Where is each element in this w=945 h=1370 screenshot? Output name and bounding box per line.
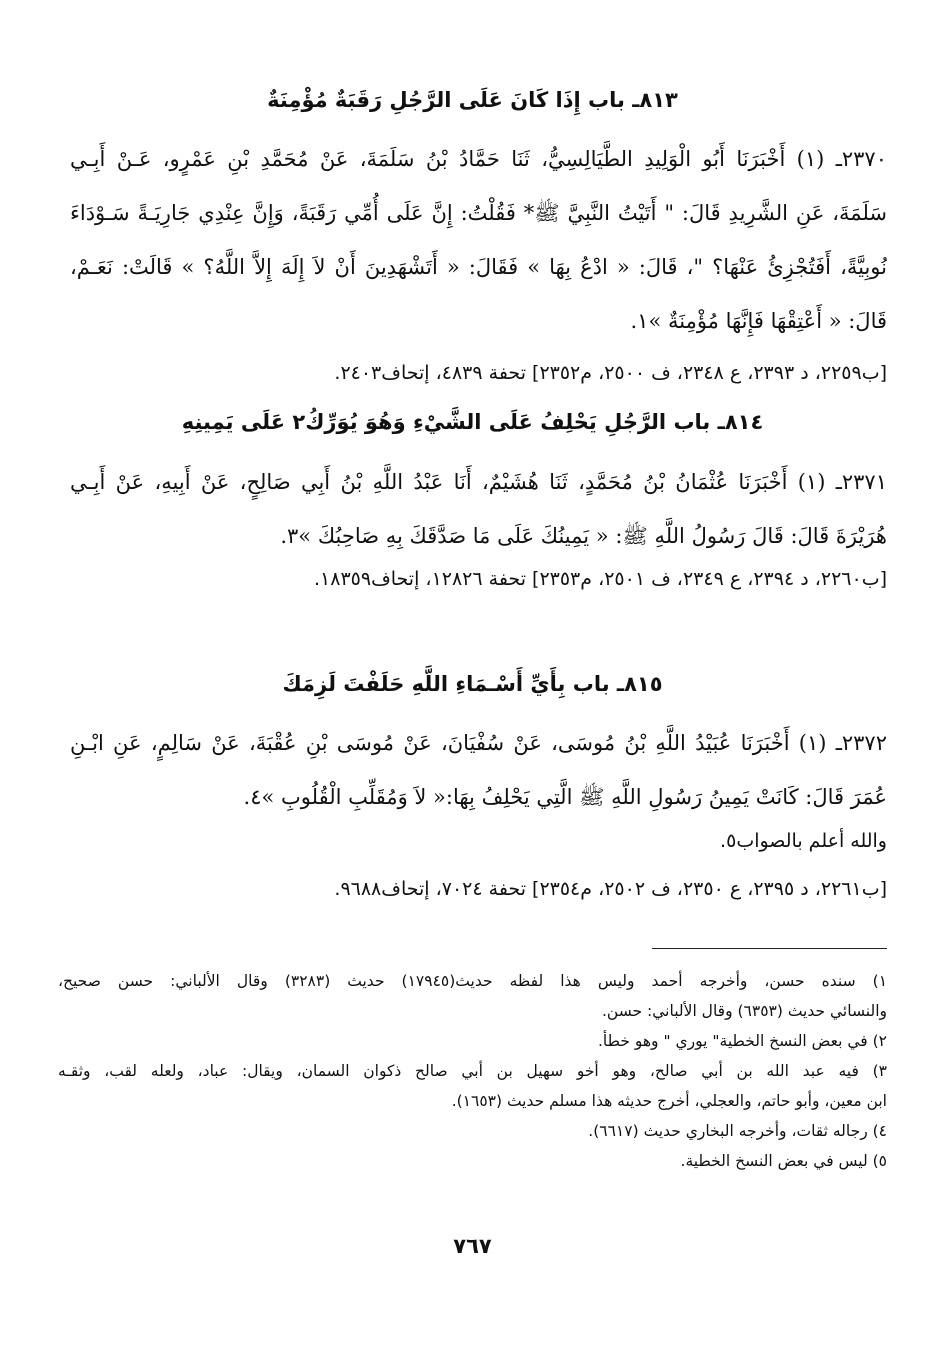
footnote-4: ٤) رجاله ثقات، وأخرجه البخاري حديث (٦٦١٧).	[588, 1122, 887, 1140]
hadith-line: ٢٣٧٢ـ (١) أَخْبَرَنَا عُبَيْدُ اللَّهِ بْنُ مُوسَى، عَنْ سُفْيَانَ، عَنْ مُوسَى بْنِ عُقْبَةَ، عَنْ سَالِمٍ، عَنِ ابْـنِ	[70, 731, 887, 755]
hadith-line: قَالَ: « أَعْتِقْهَا فَإِنَّهَا مُؤْمِنَةٌ »١.	[630, 309, 887, 333]
hadith-line: ٢٣٧٠ـ (١) أَخْبَرَنَا أَبُو الْوَلِيدِ الطَّيَالِسِيُّ، ثَنَا حَمَّادُ بْنُ سَلَمَةَ، عَنْ مُحَمَّدِ بْنِ عَمْرٍو، عَـنْ أَبِـي	[70, 147, 887, 171]
page-number: ٧٦٧	[453, 1234, 492, 1258]
chapter-title-815: ٨١٥ـ باب بِأَيِّ أَسْـمَاءِ اللَّهِ حَلَفْتَ لَزِمَكَ	[282, 672, 663, 696]
chapter-title-813: ٨١٣ـ باب إِذَا كَانَ عَلَى الرَّجُلِ رَقَبَةٌ مُؤْمِنَةٌ	[267, 88, 678, 112]
footnote-separator	[652, 948, 887, 949]
takhrij-reference-2371: [ب٢٢٦٠، د ٢٣٩٤، ع ٢٣٤٩، ف ٢٥٠١، م٢٣٥٣] تحفة ١٢٨٢٦، إتحاف١٨٣٥٩.	[313, 568, 887, 590]
footnote-3-line: ابن معين، وأبو حاتم، والعجلي، أخرج حديثه هذا مسلم حديث (١٦٥٣).	[451, 1092, 887, 1110]
hadith-2370	[70, 132, 887, 348]
footnote-1-line: والنسائي حديث (٦٣٥٣) وقال الألباني: حسن.	[601, 1002, 887, 1020]
hadith-line: نُوبِيَّةً، أَفَتُجْزِئُ عَنْهَا؟ "، قَالَ: « ادْعُ بِهَا » فَقَالَ: « أَتَشْهَدِينَ أَنْ لاَ إِلَهَ إِلاَّ اللَّهُ؟ » قَالَتْ: نَعَـمْ،	[70, 255, 887, 279]
hadith-line: عُمَرَ قَالَ: كَانَتْ يَمِينُ رَسُولِ اللَّهِ ﷺ الَّتِي يَحْلِفُ بِهَا:« لاَ وَمُقَلِّبِ الْقُلُوبِ »٤.	[243, 785, 887, 809]
footnote-1-line: ١) سنده حسن، وأخرجه أحمد وليس هذا لفظه حديث(١٧٩٤٥) حديث (٣٢٨٣) وقال الألباني: حسن صحيح،	[58, 972, 887, 990]
footnote-3-line: ٣) فيه عبد الله بن أبي صالح، وهو أخو سهيل بن أبي صالح ذكوان السمان، ويقال: عباد، ولعله لقب، وثقـه	[58, 1062, 887, 1080]
footnotes	[58, 966, 887, 1176]
hadith-line: ٢٣٧١ـ (١) أَخْبَرَنَا عُثْمَانُ بْنُ مُحَمَّدٍ، ثَنَا هُشَيْمٌ، أَنَا عَبْدُ اللَّهِ بْنُ أَبِي صَالِحٍ، عَنْ أَبِيهِ، عَنْ أَبِـي	[70, 470, 887, 494]
hadith-2372	[70, 716, 887, 824]
chapter-title-814: ٨١٤ـ باب الرَّجُلِ يَحْلِفُ عَلَى الشَّيْءِ وَهُوَ يُوَرِّكُ٢ عَلَى يَمِينِهِ	[181, 410, 764, 434]
footnote-2: ٢) في بعض النسخ الخطية" يوري " وهو خطأ.	[598, 1032, 887, 1050]
closing-phrase: والله أعلم بالصواب٥.	[720, 830, 887, 852]
takhrij-reference-2372: [ب٢٢٦١، د ٢٣٩٥، ع ٢٣٥٠، ف ٢٥٠٢، م٢٣٥٤] تحفة ٧٠٢٤، إتحاف٩٦٨٨.	[334, 878, 887, 900]
hadith-2371	[70, 455, 887, 563]
hadith-line: سَلَمَةَ، عَنِ الشَّرِيدِ قَالَ: " أَتَيْتُ النَّبِيَّ ﷺ* فَقُلْتُ: إِنَّ عَلَى أُمِّي رَقَبَةً، وَإِنَّ عِنْدِي جَارِيَـةً سَـوْدَاءَ	[70, 201, 887, 225]
hadith-line: هُرَيْرَةَ قَالَ: قَالَ رَسُولُ اللَّهِ ﷺ: « يَمِينُكَ عَلَى مَا صَدَّقَكَ بِهِ صَاحِبُكَ »٣.	[280, 524, 887, 548]
takhrij-reference-2370: [ب٢٢٥٩، د ٢٣٩٣، ع ٢٣٤٨، ف ٢٥٠٠، م٢٣٥٢] تحفة ٤٨٣٩، إتحاف٢٤٠٣.	[334, 362, 887, 384]
footnote-5: ٥) ليس في بعض النسخ الخطية.	[680, 1152, 887, 1170]
